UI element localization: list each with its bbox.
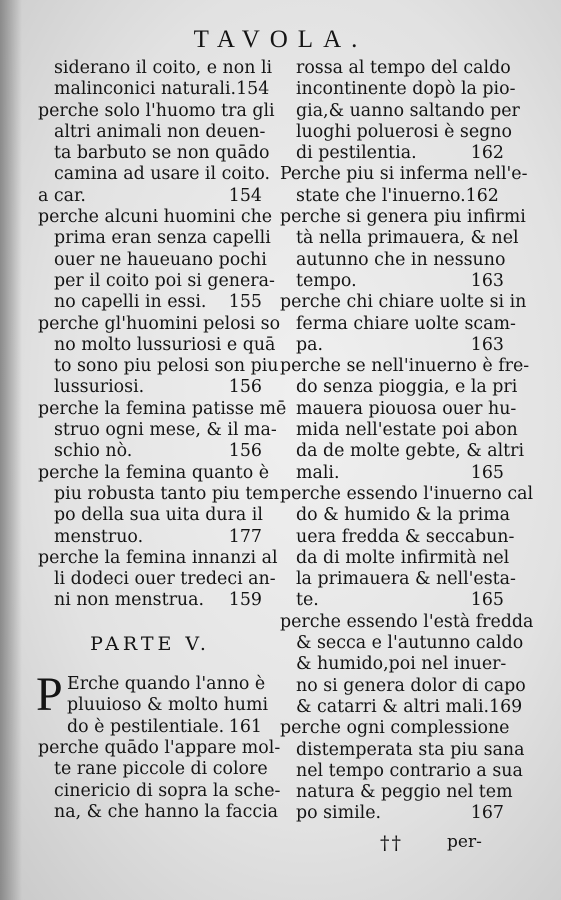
- index-line: [280, 228, 519, 249]
- line-text: & secca e l'autunno caldo: [296, 633, 524, 654]
- index-line: [280, 463, 504, 484]
- line-text: menstruo.: [54, 526, 144, 547]
- index-line: [38, 121, 266, 143]
- index-line: [280, 675, 526, 697]
- index-line: [280, 633, 524, 654]
- line-text: to sono piu pelosi son piu: [54, 356, 279, 377]
- index-line: [280, 547, 510, 569]
- line-text: mida nell'estate poi abon: [296, 420, 518, 441]
- page-reference: 165: [470, 590, 504, 611]
- line-text: perche essendo l'inuerno cal: [280, 483, 534, 504]
- line-text: Perche piu si inferma nell'e-: [280, 164, 528, 185]
- line-text: perche alcuni huomini che: [38, 207, 273, 228]
- index-line: [280, 377, 518, 398]
- index-line: [280, 143, 504, 164]
- line-text: per il coito poi si genera-: [54, 270, 275, 291]
- index-line: [280, 505, 511, 526]
- line-text: struo ogni mese, & il ma-: [54, 420, 277, 441]
- line-text: te rane piccole di colore: [54, 759, 268, 780]
- line-text: tà nella primauera, & nel: [296, 228, 519, 249]
- index-line: [280, 250, 504, 271]
- index-line: [280, 58, 511, 79]
- line-text: distemperata sta piu sana: [296, 739, 525, 760]
- index-line: [280, 207, 526, 228]
- line-text: mauera piouosa ouer hu-: [296, 398, 517, 419]
- index-line: [38, 527, 262, 548]
- line-text: perche se nell'inuerno è fre-: [280, 356, 530, 377]
- index-line: [280, 483, 534, 505]
- line-text: li dodeci ouer tredeci an-: [54, 569, 276, 590]
- index-line: [38, 164, 271, 185]
- index-line: [280, 718, 510, 739]
- line-text: lussuriosi.: [54, 377, 145, 398]
- line-text: & humido,poi nel inuer-: [296, 654, 507, 675]
- index-line: [280, 271, 504, 292]
- index-line: [280, 441, 525, 462]
- page-reference: 161: [228, 716, 262, 737]
- line-text: da di molte infirmità nel: [296, 547, 510, 568]
- line-text: po della sua uita dura il: [54, 505, 263, 526]
- index-line: [38, 334, 276, 356]
- index-line: [38, 79, 270, 100]
- index-line: [280, 739, 525, 761]
- index-line: [38, 100, 275, 122]
- index-line: [38, 569, 276, 590]
- index-line: [38, 313, 281, 335]
- index-line: [38, 505, 262, 526]
- index-line: [280, 420, 518, 441]
- right-column: [280, 58, 534, 825]
- line-text: uera fredda & seccabun-: [296, 526, 515, 547]
- page-reference: 165: [470, 462, 504, 483]
- line-text: Erche quando l'anno è: [67, 674, 266, 695]
- line-text: incontinente dopò la pio-: [296, 79, 516, 100]
- page-reference: 167: [470, 803, 504, 824]
- line-text: perche la femina patisse mē: [38, 398, 287, 419]
- index-line: [38, 249, 267, 271]
- page-reference: 162: [470, 143, 504, 164]
- index-line: [280, 313, 516, 335]
- section-entries: [36, 668, 281, 823]
- line-text: camina ad usare il coito.: [54, 164, 271, 185]
- line-text: perche la femina innanzi al: [38, 547, 278, 568]
- line-text: siderano il coito, e non li: [54, 58, 273, 78]
- line-text: piu robusta tanto piu tem: [54, 483, 280, 504]
- line-text: ouer ne haueuano pochi: [54, 249, 267, 270]
- index-line: [280, 526, 515, 548]
- index-line: [280, 121, 512, 143]
- line-text: no capelli in essi.: [54, 292, 207, 313]
- index-line: [38, 228, 271, 249]
- index-line: [38, 462, 270, 484]
- line-text: perche gl'huomini pelosi so: [38, 313, 281, 334]
- index-line: [280, 760, 523, 782]
- line-text: perche si genera piu infirmi: [280, 207, 526, 228]
- index-line: [280, 654, 507, 675]
- line-text: tempo.: [296, 270, 357, 291]
- index-line: [280, 292, 527, 313]
- index-line: [280, 100, 520, 122]
- page-reference: 159: [228, 590, 262, 611]
- line-text: perche ogni complessione: [280, 718, 510, 739]
- index-line: [280, 696, 523, 718]
- line-text: gia,& uanno saltando per: [296, 100, 520, 121]
- page-reference: 154: [228, 185, 262, 206]
- index-line: [38, 58, 273, 79]
- line-text: mali.: [296, 462, 340, 483]
- line-text: di pestilentia.: [296, 143, 417, 164]
- index-line: [280, 79, 516, 100]
- line-text: no si genera dolor di capo: [296, 675, 526, 696]
- index-line: [38, 590, 262, 611]
- line-text: luoghi poluerosi è segno: [296, 121, 512, 142]
- drop-cap: P: [36, 668, 63, 722]
- index-line: [38, 270, 275, 292]
- index-line: [280, 611, 534, 633]
- line-text: no molto lussuriosi e quā: [54, 334, 276, 355]
- line-text: do senza pioggia, e la pri: [296, 377, 518, 398]
- catchword: per-: [447, 832, 482, 852]
- index-line: [38, 483, 280, 505]
- running-head: TAVOLA.: [193, 26, 368, 53]
- index-line: [38, 420, 277, 441]
- page-reference: 155: [228, 292, 262, 313]
- line-text: pluuioso & molto humi: [67, 695, 269, 716]
- index-line: [38, 186, 262, 207]
- index-line: [280, 590, 504, 611]
- section-heading: PARTE V.: [90, 632, 210, 655]
- index-line: [38, 759, 268, 780]
- line-text: na, & che hanno la faccia: [54, 801, 279, 822]
- index-line: [280, 782, 513, 803]
- index-line: [38, 356, 279, 377]
- left-entries: [38, 58, 287, 612]
- line-text: la primauera & nell'esta-: [296, 569, 516, 590]
- page-reference: 156: [228, 377, 262, 398]
- index-line: [280, 186, 504, 207]
- index-line: [38, 292, 262, 313]
- page-reference: 156: [228, 441, 262, 462]
- line-text: perche chi chiare uolte si in: [280, 292, 527, 313]
- line-text: ni non menstrua.: [54, 590, 204, 611]
- line-text: cinericio di sopra la sche-: [54, 780, 281, 801]
- page-footer: [0, 832, 561, 862]
- line-text: perche essendo l'està fredda: [280, 611, 534, 632]
- page-reference: 163: [470, 334, 504, 355]
- index-line: [38, 377, 262, 398]
- index-line: [280, 398, 517, 420]
- index-line: [280, 569, 516, 590]
- line-text: a car.: [38, 185, 86, 206]
- index-line: [280, 335, 504, 356]
- line-text: autunno che in nessuno: [296, 249, 506, 270]
- line-text: perche quādo l'appare mol-: [38, 737, 281, 758]
- line-text: po simile.: [296, 803, 382, 824]
- line-text: da de molte gebte, & altri: [296, 441, 525, 462]
- gutter-shadow: [0, 0, 22, 900]
- line-text: do è pestilentiale.: [67, 716, 225, 737]
- left-column: [36, 58, 287, 823]
- index-line: [38, 717, 262, 738]
- line-text: perche la femina quanto è: [38, 462, 270, 483]
- right-entries: [280, 58, 534, 825]
- page-reference: 177: [228, 526, 262, 547]
- index-line: [38, 695, 269, 716]
- index-line: [38, 780, 281, 802]
- line-text: state che l'inuerno.162: [296, 185, 499, 206]
- index-line: [280, 164, 528, 185]
- index-line: [280, 803, 504, 824]
- line-text: schio nò.: [54, 441, 133, 462]
- line-text: natura & peggio nel tem: [296, 782, 513, 803]
- index-line: [38, 441, 262, 462]
- line-text: altri animali non deuen-: [54, 121, 266, 142]
- line-text: ta barbuto se non quādo: [54, 143, 270, 164]
- index-line: [38, 674, 266, 695]
- index-line: [38, 398, 287, 420]
- index-line: [280, 356, 530, 377]
- line-text: perche solo l'huomo tra gli: [38, 100, 275, 121]
- line-text: ferma chiare uolte scam-: [296, 313, 516, 334]
- line-text: do & humido & la prima: [296, 505, 511, 526]
- line-text: nel tempo contrario a sua: [296, 760, 523, 781]
- line-text: & catarri & altri mali.169: [296, 696, 523, 717]
- line-text: te.: [296, 590, 319, 611]
- line-text: malinconici naturali.154: [54, 79, 270, 100]
- index-line: [38, 547, 278, 569]
- page-reference: 163: [470, 270, 504, 291]
- line-text: pa.: [296, 334, 324, 355]
- index-line: [38, 737, 281, 759]
- index-line: [38, 207, 273, 228]
- line-text: prima eran senza capelli: [54, 228, 271, 249]
- signature-mark: ††: [380, 832, 403, 854]
- line-text: rossa al tempo del caldo: [296, 58, 511, 78]
- index-line: [38, 143, 270, 164]
- index-line: [38, 801, 279, 823]
